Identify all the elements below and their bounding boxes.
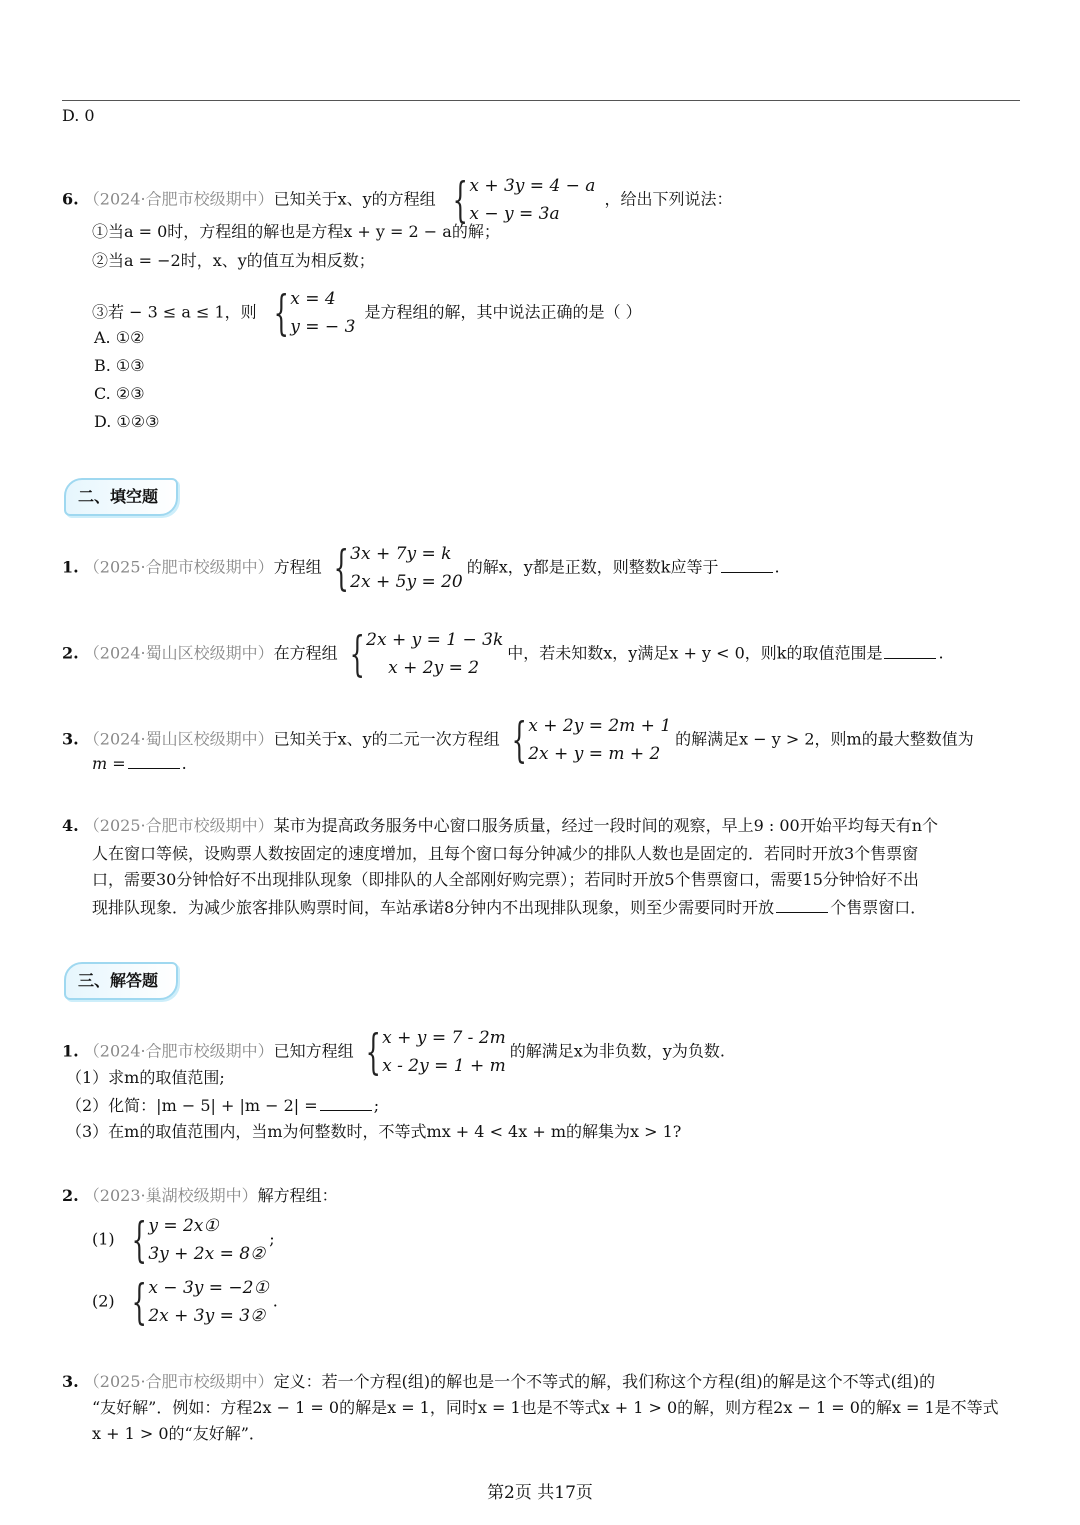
question-text: 现排队现象．为减少旅客排队购票时间，车站承诺8分钟内不出现排队现象，则至少需要同时开放 [92,898,775,917]
answer-blank[interactable] [320,1094,372,1111]
equation-2: x - 2y = 1 + m [382,1056,506,1076]
solve-question-2 [62,1184,338,1208]
fill-question-4 [62,814,938,838]
question-number: 1. [62,557,79,577]
equation-2: 2x + y = m + 2 [528,744,661,764]
part-label: (2) [92,1291,115,1311]
question-stem-end: 的解满足x − y > 2，则m的最大整数值为 [675,729,974,749]
answer-blank[interactable] [721,556,773,573]
equation-1: y = 2x① [148,1216,219,1236]
question-stem-end: 的解x，y都是正数，则整数k应等于 [466,557,719,577]
option-b[interactable]: B. ①③ [94,356,145,375]
question-stem-end: 中，若未知数x，y满足x + y < 0，则k的取值范围是 [507,643,883,663]
question-number: 3. [62,729,79,749]
question-source: （2024·蜀山区校级期中） [83,643,274,663]
solve-question-2-part-2 [92,1274,278,1330]
question-source: （2023·巢湖校级期中） [83,1186,258,1205]
question-number: 2. [62,1186,79,1205]
equation-2: 2x + 5y = 20 [350,572,463,592]
equation-1: 2x + y = 1 − 3k [366,630,504,650]
question-stem: 已知方程组 [273,1041,354,1061]
question-stem-end: ，给出下列说法： [604,189,733,209]
solution-y: y = − 3 [290,317,356,337]
equation-2: x − y = 3a [469,204,560,224]
question-text-line-1: 某市为提高政务服务中心窗口服务质量，经过一段时间的观察，早上9 : 00开始平均每天有n个 [273,816,939,835]
question-stem: 已知关于x、y的方程组 [273,189,436,209]
equation-1: 3x + 7y = k [350,544,452,564]
question-source: （2025·合肥市校级期中） [83,557,274,577]
equation-2: 2x + 3y = 3② [148,1306,266,1326]
semicolon: ; [269,1229,275,1249]
header-rule [62,100,1020,101]
answer-prefix: m = [92,754,126,773]
solve-question-2-part-1 [92,1212,275,1268]
question-number: 4. [62,816,79,835]
question-stem: 在方程组 [273,643,338,663]
answer-blank[interactable] [884,642,936,659]
answer-blank[interactable] [128,752,180,769]
equation-2: x + 2y = 2 [388,658,480,678]
solution-x: x = 4 [290,289,336,309]
question-source: （2024·合肥市校级期中） [83,189,274,209]
question-text-line-1: 定义：若一个方程(组)的解也是一个不等式的解，我们称这个方程(组)的解是这个不等式(组)的 [273,1372,936,1391]
statement-3-question: 是方程组的解，其中说法正确的是（ ） [364,302,642,322]
question-text-end: 个售票窗口． [830,898,927,917]
question-number: 3. [62,1372,79,1391]
question-text-line-2: “友好解”．例如：方程2x − 1 = 0的解是x = 1，同时x = 1也是不等式x + 1 > 0的解，则方程2x − 1 = 0的解x = 1是不等式 [92,1398,999,1417]
option-d-prev: D. 0 [62,106,95,125]
option-a[interactable]: A. ①② [94,328,145,347]
fill-question-2 [62,626,944,682]
statement-3 [92,285,642,341]
question-source: （2024·蜀山区校级期中） [83,729,274,749]
page-footer: 第2页 共17页 [487,1483,593,1503]
question-number: 2. [62,643,79,663]
period: . [272,1291,278,1311]
equation-system: { y = 2x① 3y + 2x = 8② [131,1212,266,1268]
question-stem: 方程组 [273,557,322,577]
fill-question-3-line-2 [92,752,187,776]
semicolon: ; [373,1096,380,1115]
question-source: （2024·合肥市校级期中） [83,1041,274,1061]
solve-question-3 [62,1370,935,1394]
period: . [774,557,780,577]
question-text-line-2: 人在窗口等候，设购票人数按固定的速度增加，且每个窗口每分钟减少的排队人数也是固定的．若同时开放3个售票窗 [92,844,919,863]
statement-2: ②当a = −2时，x、y的值互为相反数； [92,251,375,270]
fill-question-1 [62,540,780,596]
question-text-line-3: 口，需要30分钟恰好不出现排队现象（即排队的人全部刚好购完票）；若同时开放5个售票窗口，需要15分钟恰好不出 [92,870,919,889]
question-text-line-3: x + 1 > 0的“友好解”． [92,1424,265,1443]
question-stem-end: 的解满足x为非负数，y为负数. [509,1041,725,1061]
section-header-fill-blank: 二、填空题 [64,478,178,516]
period: . [938,643,944,663]
equation-system: { x + y = 7 - 2m x - 2y = 1 + m [365,1024,506,1080]
equation-1: x + y = 7 - 2m [382,1028,506,1048]
part-1: （1）求m的取值范围; [66,1068,225,1087]
equation-2: 3y + 2x = 8② [148,1244,266,1264]
equation-system: { x + 3y = 4 − a x − y = 3a [452,172,596,228]
question-stem: 已知关于x、y的二元一次方程组 [273,729,500,749]
equation-system: { x + 2y = 2m + 1 2x + y = m + 2 [511,712,672,768]
equation-system: { x − 3y = −2① 2x + 3y = 3② [131,1274,269,1330]
question-number: 6. [62,189,79,209]
question-number: 1. [62,1041,79,1061]
statement-3-condition: ③若 − 3 ≤ a ≤ 1，则 [92,302,257,322]
part-2-text: （2）化简：|m − 5| + |m − 2| = [66,1096,318,1115]
option-c[interactable]: C. ②③ [94,384,145,403]
equation-1: x − 3y = −2① [148,1278,269,1298]
equation-system: { 2x + y = 1 − 3k x + 2y = 2 [349,626,504,682]
question-source: （2025·合肥市校级期中） [83,1372,274,1391]
equation-1: x + 2y = 2m + 1 [528,716,672,736]
equation-1: x + 3y = 4 − a [469,176,596,196]
section-header-solve: 三、解答题 [64,962,178,1000]
question-source: （2025·合肥市校级期中） [83,816,274,835]
part-3: （3）在m的取值范围内，当m为何整数时，不等式mx + 4 < 4x + m的解集为x > 1? [66,1122,682,1141]
answer-blank[interactable] [776,896,828,913]
period: . [181,754,187,773]
part-label: (1) [92,1229,115,1249]
statement-1: ①当a = 0时，方程组的解也是方程x + y = 2 − a的解； [92,222,500,241]
solution-system: { x = 4 y = − 3 [273,285,356,341]
part-2 [66,1094,379,1118]
option-d[interactable]: D. ①②③ [94,412,160,431]
equation-system: { 3x + 7y = k 2x + 5y = 20 [333,540,463,596]
question-text-line-4 [92,896,926,920]
question-stem: 解方程组： [257,1186,338,1205]
fill-question-3 [62,712,974,768]
